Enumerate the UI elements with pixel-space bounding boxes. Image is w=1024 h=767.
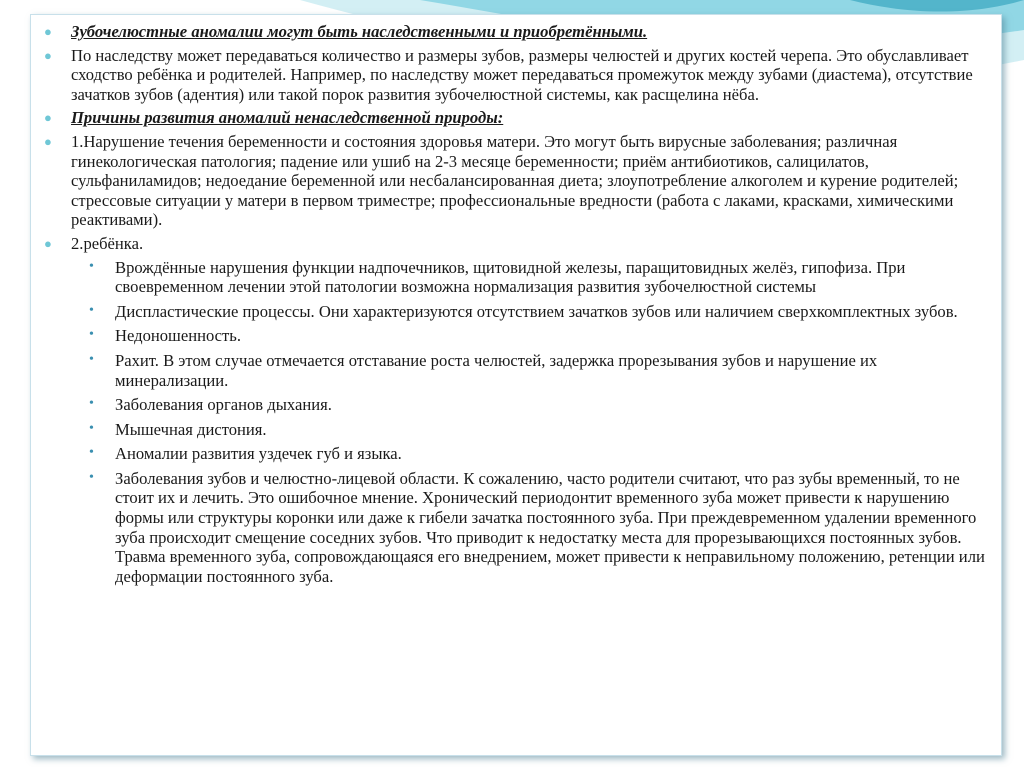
sub-list-item xyxy=(71,469,994,587)
bullet-icon: • xyxy=(89,469,94,485)
paragraph-hereditary: По наследству может передаваться количество и размеры зубов, размеры челюстей и других костей черепа. Это обуславливает сходство ребёнка и родителей. Например, по наследству может передаваться промежуток между зубами (диастема), отсутствие зачатков зубов (адентия) или такой порок развития зубочелюстной системы, как расщелина нёба. xyxy=(71,45,973,104)
child-causes-list xyxy=(71,258,994,587)
sub-item-text: Мышечная дистония. xyxy=(115,419,267,439)
list-item xyxy=(44,108,994,128)
sub-item-text: Недоношенность. xyxy=(115,326,241,346)
bullet-icon: • xyxy=(89,445,94,461)
bullet-icon: • xyxy=(89,258,94,274)
list-item xyxy=(44,132,994,230)
bullet-icon: • xyxy=(89,351,94,367)
list-item xyxy=(44,234,994,587)
bullet-icon: ● xyxy=(44,133,52,149)
sub-list-item xyxy=(71,258,994,297)
list-item xyxy=(44,22,994,42)
heading-causes: Причины развития аномалий ненаследственной природы: xyxy=(71,108,504,128)
sub-list-item xyxy=(71,351,994,390)
sub-list-item xyxy=(71,444,994,464)
sub-item-text: Врождённые нарушения функции надпочечников, щитовидной железы, паращитовидных желёз, гипофиза. При своевременном лечении этой патологии возможна нормализация развития зубочелюстной системы xyxy=(115,257,906,297)
sub-item-text: Заболевания зубов и челюстно-лицевой области. К сожалению, часто родители считают, что раз зубы временный, то не стоит их и лечить. Это ошибочное мнение. Хронический периодонтит временного зуба может привести к нарушению формы или структуры коронки или даже к гибели зачатка постоянного зуба. При преждевременном удалении временного зуба происходит смещение соседних зубов. Что приводит к недостатку места для прорезывающихся постоянных зубов. Травма временного зуба, сопровождающаяся его внедрением, может привести к неправильному положению, ретенции или деформации постоянного зуба. xyxy=(115,468,985,586)
sub-item-text: Рахит. В этом случае отмечается отставание роста челюстей, задержка прорезывания зубов и нарушение их минерализации. xyxy=(115,350,878,390)
main-list xyxy=(44,22,994,586)
sub-list-item xyxy=(71,420,994,440)
bullet-icon: • xyxy=(89,327,94,343)
sub-list-item xyxy=(71,395,994,415)
sub-item-text: Аномалии развития уздечек губ и языка. xyxy=(115,444,402,464)
paragraph-child: 2.ребёнка. xyxy=(71,233,144,253)
list-item xyxy=(44,46,994,105)
bullet-icon: ● xyxy=(44,235,52,251)
sub-list-item xyxy=(71,302,994,322)
heading-hereditary: Зубочелюстные аномалии могут быть наследственными и приобретёнными. xyxy=(71,22,648,41)
bullet-icon: ● xyxy=(44,47,52,63)
paragraph-mother: 1.Нарушение течения беременности и состояния здоровья матери. Это могут быть вирусные заболевания; различная гинекологическая патология; падение или ушиб на 2-3 месяце беременности; приём антибиотиков, салицилатов, сульфаниламидов; недоедание беременной или несбалансированная диета; злоупотребление алкоголем и курение родителей; стрессовые ситуации у матери в первом триместре; профессиональные вредности (работа с лаками, красками, химическими реактивами). xyxy=(71,131,959,230)
bullet-icon: • xyxy=(89,302,94,318)
bullet-icon: ● xyxy=(44,110,52,126)
sub-list-item xyxy=(71,326,994,346)
sub-item-text: Заболевания органов дыхания. xyxy=(115,395,332,415)
slide-content xyxy=(44,22,994,591)
bullet-icon: ● xyxy=(44,24,52,39)
sub-item-text: Диспластические процессы. Они характеризуются отсутствием зачатков зубов или наличием сверхкомплектных зубов. xyxy=(115,301,958,321)
bullet-icon: • xyxy=(89,396,94,412)
bullet-icon: • xyxy=(89,420,94,436)
